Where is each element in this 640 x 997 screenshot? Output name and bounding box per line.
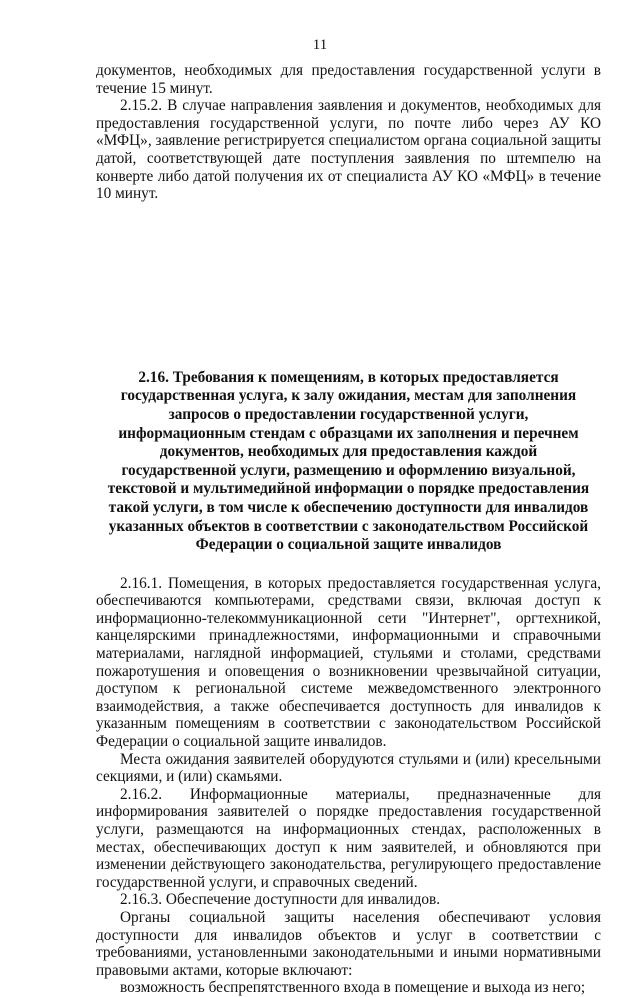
paragraph-2-16-1: 2.16.1. Помещения, в которых предоставляется государственная услуга, обеспечиваются компьютерами, средствами связи, включая доступ к информационно-телекоммуникационной сети "Интернет", оргтехникой, канцелярскими принадлежностями, информационными и справочными материалами, наглядной информацией, стульями и столами, средствами пожаротушения и оповещения о возникновении чрезвычайной ситуации, доступом к региональной системе межведомственного электронного взаимодействия, а также обеспечивается доступность для инвалидов к указанным помещениям в соответствии с законодательством Российской Федерации о социальной защите инвалидов. bbox=[96, 574, 601, 751]
paragraph-2-15-2: 2.15.2. В случае направления заявления и документов, необходимых для предоставления государственной услуги, по почте либо через АУ КО «МФЦ», заявление регистрируется специалистом органа социальной защиты датой, соответствующей дате поступления заявления по штемпелю на конверте либо датой получения их от специалиста АУ КО «МФЦ» в течение 10 минут. bbox=[96, 97, 601, 203]
paragraph-unobstructed-entry: возможность беспрепятственного входа в помещение и выхода из него; bbox=[120, 979, 586, 997]
document-body bbox=[96, 62, 601, 997]
paragraph-2-16-2: 2.16.2. Информационные материалы, предназначенные для информирования заявителей о порядке предоставления государственной услуги, размещаются на информационных стендах, расположенных в местах, обеспечивающих доступ к ним заявителей, и обновляются при изменении действующего законодательства, регулирующего предоставление государственной услуги, и справочных сведений. bbox=[96, 785, 601, 891]
paragraph-continuation: документов, необходимых для предоставления государственной услуги в течение 15 минут. bbox=[96, 62, 601, 97]
section-heading-2-16: 2.16. Требования к помещениям, в которых предоставляется государственная услуга, к залу ожидания, местам для заполнения запросов о предоставлении государственной услуги, информационным стендам с образцами их заполнения и перечнем документов, необходимых для предоставления каждой государственной услуги, размещению и оформлению визуальной, текстовой и мультимедийной информации о порядке предоставления такой услуги, в том числе к обеспечению доступности для инвалидов указанных объектов в соответствии с законодательством Российской Федерации о социальной защите инвалидов bbox=[107, 368, 590, 554]
paragraph-2-16-3: 2.16.3. Обеспечение доступности для инвалидов. bbox=[120, 891, 441, 909]
section-body-2-16 bbox=[96, 575, 601, 997]
paragraph-accessibility-conditions: Органы социальной защиты населения обеспечивают условия доступности для инвалидов объектов и услуг в соответствии с требованиями, установленными законодательными и иными нормативными правовыми актами, которые включают: bbox=[96, 908, 601, 979]
paragraph-waiting-places: Места ожидания заявителей оборудуются стульями и (или) кресельными секциями, и (или) скамьями. bbox=[96, 750, 601, 786]
page-number: 11 bbox=[312, 37, 328, 53]
